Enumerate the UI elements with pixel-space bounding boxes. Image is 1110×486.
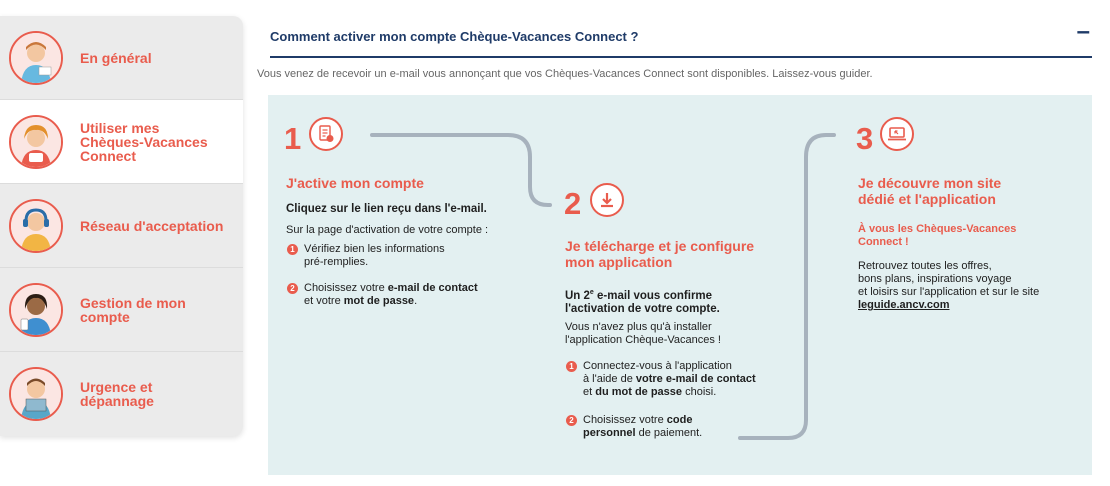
step-3-subtitle: À vous les Chèques-Vacances Connect ! — [858, 223, 1017, 248]
step-2-lead: Un 2e e-mail vous confirme l'activation de votre compte. — [565, 289, 720, 315]
sidebar-item-general[interactable] — [0, 16, 243, 100]
sidebar-item-label: Utiliser mes Chèques-Vacances Connect — [80, 119, 208, 164]
download-icon — [590, 183, 624, 217]
step-3-text: Retrouvez toutes les offres, bons plans, inspirations voyage et loisirs sur l'application et sur le site leguide.ancv.com — [858, 260, 1040, 311]
sidebar-item-label: Réseau d'acceptation — [80, 217, 224, 234]
step-1-title: J'active mon compte — [286, 175, 424, 191]
step-2-title: Je télécharge et je configure mon application — [565, 238, 755, 270]
step-2-bullet-1: Connectez-vous à l'application à l'aide de votre e-mail de contact et du mot de passe choisi. — [583, 360, 756, 398]
steps-panel — [268, 95, 1092, 475]
sidebar-item-account[interactable] — [0, 268, 243, 352]
avatar-using-icon — [9, 115, 63, 169]
collapse-toggle-icon[interactable]: – — [1076, 18, 1090, 45]
step-1-text: Sur la page d'activation de votre compte : — [286, 224, 489, 236]
faq-intro-text: Vous venez de recevoir un e-mail vous annonçant que vos Chèques-Vacances Connect sont disponibles. Laissez-vous guider. — [257, 68, 873, 80]
sidebar-item-label: Urgence et dépannage — [80, 379, 154, 409]
step-3-title: Je découvre mon site dédié et l'application — [858, 175, 1002, 207]
avatar-emergency-icon — [9, 367, 63, 421]
step-2-bullet-2-number: 2 — [566, 415, 577, 426]
step-3-number: 3 — [856, 121, 874, 156]
sidebar-item-network[interactable] — [0, 184, 243, 268]
sidebar-nav — [0, 16, 243, 436]
step-1-bullet-2-number: 2 — [287, 283, 298, 294]
step-2-bullet-2: Choisissez votre code personnel de paiement. — [583, 414, 703, 439]
avatar-general-icon — [9, 31, 63, 85]
sidebar-item-emergency[interactable] — [0, 352, 243, 436]
step-1-lead: Cliquez sur le lien reçu dans l'e-mail. — [286, 203, 487, 215]
step-2-bullet-1-number: 1 — [566, 361, 577, 372]
step-1-number: 1 — [284, 121, 302, 156]
avatar-network-icon — [9, 199, 63, 253]
step-2-text: Vous n'avez plus qu'à installer l'application Chèque-Vacances ! — [565, 321, 721, 346]
checklist-icon — [309, 117, 343, 151]
step-1-bullet-1-number: 1 — [287, 244, 298, 255]
guide-site-link[interactable]: leguide.ancv.com — [858, 299, 950, 311]
faq-question-title[interactable]: Comment activer mon compte Chèque-Vacances Connect ? — [270, 29, 639, 44]
step-1-bullet-1: Vérifiez bien les informations pré-remplies. — [304, 243, 445, 268]
sidebar-item-using[interactable] — [0, 100, 243, 184]
avatar-account-icon — [9, 283, 63, 337]
sidebar-item-label: En général — [80, 49, 152, 66]
laptop-icon — [880, 117, 914, 151]
step-1-bullet-2: Choisissez votre e-mail de contact et votre mot de passe. — [304, 282, 478, 307]
faq-question-row[interactable] — [270, 18, 1092, 58]
step-2-number: 2 — [564, 186, 582, 221]
sidebar-item-label: Gestion de mon compte — [80, 294, 186, 325]
